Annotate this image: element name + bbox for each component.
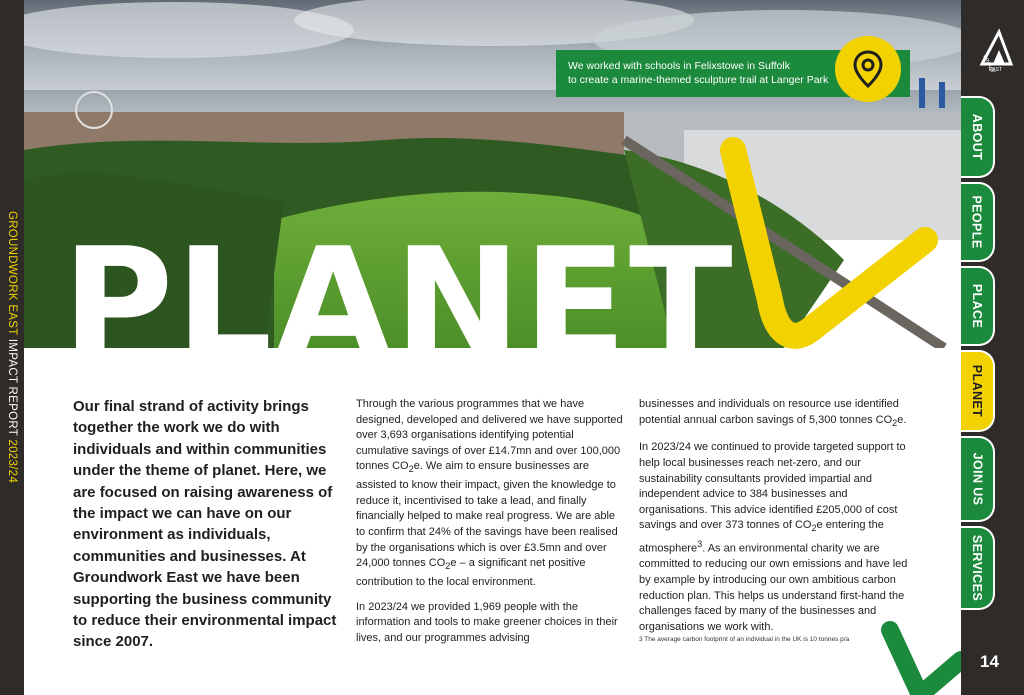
location-pin-icon <box>850 49 886 89</box>
tab-planet-label: PLANET <box>970 364 984 418</box>
triangle-logo-icon <box>977 26 1015 72</box>
location-pin-badge <box>835 36 901 102</box>
tab-services-label: SERVICES <box>970 534 985 602</box>
text-run: e. <box>897 413 907 426</box>
caption-line-1: We worked with schools in Felixstowe in Suffolk <box>568 60 790 72</box>
footnote-ref: 3 <box>697 539 703 550</box>
text-run: In 2023/24 we continued to provide targeted support to help local businesses reach net-zero, and our sustainability consultants provided impartial and independent advice to 384 businesses and organisations. This advice identified £205,000 of cost savings and over 373 tonnes of CO <box>639 441 906 532</box>
spine-year: 2023/24 <box>6 439 18 484</box>
tab-join-us[interactable] <box>961 436 995 522</box>
text-run: . As an environmental charity we are committed to reducing our own emissions and have led by example by introducing our own ambitious carbon reduction plan. This helps us understand first-hand the challenges faced by many of the businesses and organisations we work with. <box>639 542 908 633</box>
text-run: e entering the atmosphere <box>639 519 884 555</box>
caption-line-2: to create a marine-themed sculpture trail at Langer Park <box>568 74 829 86</box>
spine-report: IMPACT REPORT <box>6 335 18 440</box>
tab-about[interactable] <box>961 96 995 178</box>
tab-place[interactable] <box>961 266 995 346</box>
green-tick-graphic <box>880 620 961 695</box>
tab-place-label: PLACE <box>970 283 984 329</box>
intro-text: Our final strand of activity brings together the work we do with individuals and within communities under the theme of planet. Here, we are focused on raising awareness of the impact we can have on our environment as individuals, communities and businesses. At Groundwork East we have been supporting the business community to reduce their environmental impact since 2007. <box>73 398 337 651</box>
body-column-2 <box>356 397 626 655</box>
text-run: e – a significant net positive contribution to the local environment. <box>356 557 586 588</box>
paragraph <box>639 397 914 431</box>
subscript: 2 <box>811 523 817 534</box>
tab-people[interactable] <box>961 182 995 262</box>
tab-planet[interactable] <box>961 350 995 432</box>
tab-about-label: ABOUT <box>970 113 985 161</box>
spine-brand: GROUNDWORK EAST <box>6 210 18 336</box>
tab-services[interactable] <box>961 526 995 610</box>
subscript: 2 <box>892 417 898 428</box>
page-title: PLANET <box>62 215 735 392</box>
page-number: 14 <box>980 652 999 671</box>
tab-people-label: PEOPLE <box>970 195 985 249</box>
logo-sub: EAST <box>989 67 1003 72</box>
spine-title <box>6 211 18 483</box>
paragraph <box>356 397 626 591</box>
body-column-3 <box>639 397 914 644</box>
subscript: 2 <box>445 561 451 572</box>
text-run: businesses and individuals on resource use identified potential annual carbon savings of 5,300 tonnes CO <box>639 398 899 426</box>
groundwork-logo <box>977 26 1015 72</box>
text-run: Through the various programmes that we have designed, developed and delivered we have supported over 3,693 organisations identifying potential cumulative savings of over £14.7mn and over 100,000 tonnes CO <box>356 398 623 473</box>
text-run: e. We aim to ensure businesses are assisted to know their impact, given the knowledge to reduce it, incentivised to take a lead, and finally financially helped to make real progress. We are able to confirm that 24% of the savings have been realised by the organisations which is over £3.5mn and over 24,000 tonnes CO <box>356 460 618 570</box>
paragraph <box>639 440 914 635</box>
paragraph: In 2023/24 we provided 1,969 people with the information and tools to make greener choices in their lives, and our programmes advising <box>356 600 618 644</box>
tab-join-us-label: JOIN US <box>970 452 984 506</box>
subscript: 2 <box>408 464 414 475</box>
footnote: 3 The average carbon footprint of an individual in the UK is 10 tonnes p/a <box>639 636 850 643</box>
